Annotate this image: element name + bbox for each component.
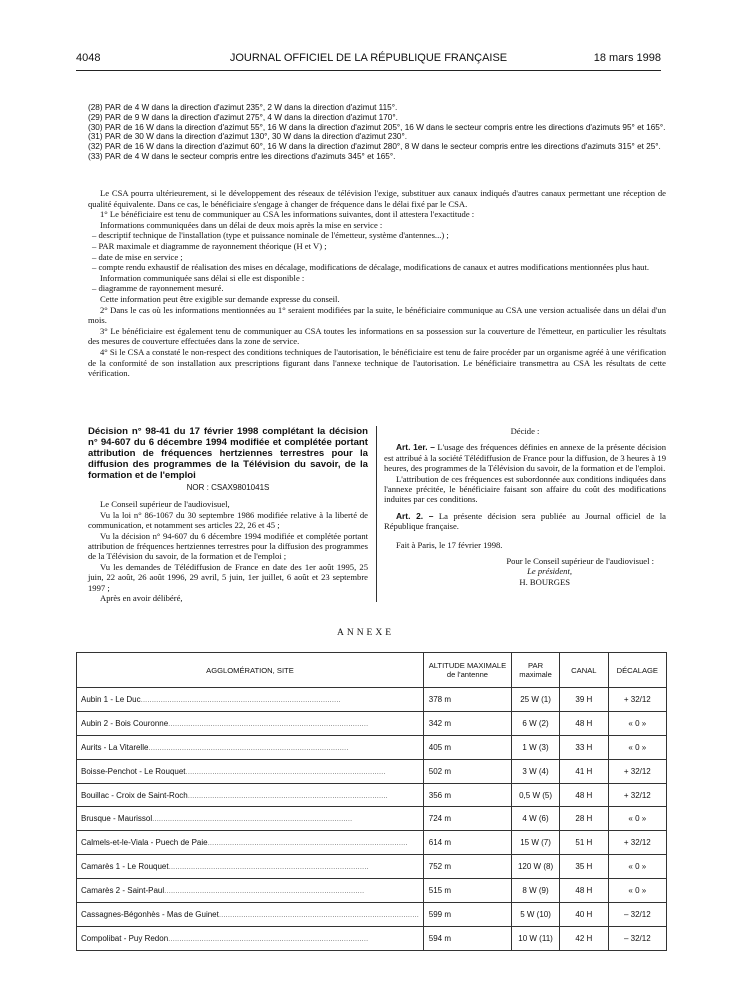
cell-canal: 39 H (560, 688, 609, 712)
par-note: (33) PAR de 4 W dans le secteur compris entre les directions d'azimuts 345° et 165°. (88, 151, 396, 161)
cell-decalage: « 0 » (608, 711, 666, 735)
cell-site: Aubin 2 - Bois Couronne.......................................................................................... (77, 711, 424, 735)
list-item: – descriptif technique de l'installation (type et puissance nominale de l'émetteur, système d'antennes...) ; (92, 230, 449, 241)
cell-par: 0,5 W (5) (512, 783, 560, 807)
decision-left-column (88, 426, 368, 603)
cell-site: Camarès 2 - Saint-Paul.......................................................................................... (77, 879, 424, 903)
decide-heading: Décide : (510, 426, 540, 436)
par-note: (30) PAR de 16 W dans la direction d'azimut 55°, 16 W dans la direction d'azimut 205°, 16 W dans le secteur compris entre les directions d'azimuts 95° et 165°. (88, 122, 666, 132)
cell-canal: 41 H (560, 759, 609, 783)
cell-altitude: 405 m (423, 735, 511, 759)
cell-canal: 51 H (560, 831, 609, 855)
signature-title: Le président, (527, 566, 572, 577)
paragraph: L'attribution de ces fréquences est subordonnée aux conditions indiquées dans l'annexe précitée, le bénéficiaire faisant son affaire du coût des modifications induites par ces conditions. (384, 473, 666, 505)
cell-par: 4 W (6) (512, 807, 560, 831)
paragraph: 3° Le bénéficiaire est également tenu de communiquer au CSA toutes les informations en sa possession sur la couverture de l'émetteur, en particulier les résultats des mesures de couverture effectuées dans la zone de service. (88, 325, 666, 347)
col-header-altitude: ALTITUDE MAXIMALE de l'antenne (423, 653, 511, 688)
signature-name: H. BOURGES (519, 576, 570, 587)
header-rule (76, 70, 661, 71)
paragraph: Le CSA pourra ultérieurement, si le développement des réseaux de télévision l'exige, substituer aux canaux indiqués d'autres canaux permettant une réception de qualité équivalente. Dans ce cas, le bénéficiaire s'engage à changer de fréquence dans le délai fixé par le CSA. (88, 188, 666, 209)
cell-canal: 42 H (560, 926, 609, 950)
cell-canal: 48 H (560, 879, 609, 903)
cell-site: Brusque - Maurissol.......................................................................................... (77, 807, 424, 831)
paragraph: 1° Le bénéficiaire est tenu de communiquer au CSA les informations suivantes, dont il attestera l'exactitude : (100, 209, 475, 220)
cell-site: Aurits - La Vitarelle.......................................................................................... (77, 735, 424, 759)
article-2 (384, 511, 666, 532)
par-note: (32) PAR de 16 W dans la direction d'azimut 60°, 16 W dans la direction d'azimut 280°, 8 W dans le secteur compris entre les directions d'azimuts 315° et 25°. (88, 142, 661, 152)
cell-site: Cassagnes-Bégonhès - Mas de Guinet.......................................................................................... (77, 903, 424, 927)
cell-par: 5 W (10) (512, 903, 560, 927)
nor-reference: NOR : CSAX9801041S (186, 483, 270, 492)
cell-par: 3 W (4) (512, 759, 560, 783)
leader-dots: .......................................................................................... (148, 742, 349, 752)
cell-par: 120 W (8) (512, 855, 560, 879)
table-row (77, 711, 667, 735)
leader-dots: .......................................................................................... (140, 694, 341, 704)
cell-decalage: « 0 » (608, 807, 666, 831)
list-item: – date de mise en service ; (92, 251, 183, 262)
cell-altitude: 342 m (423, 711, 511, 735)
cell-decalage: « 0 » (608, 735, 666, 759)
paragraph: 4° Si le CSA a constaté le non-respect des conditions techniques de l'autorisation, le bénéficiaire est tenu de faire procéder par un organisme agréé à une vérification de la conformité de son installation aux prescriptions figurant dans l'annexe technique de l'autorisation. Le bénéficiaire transmettra au CSA les résultats de cette vérification. (88, 346, 666, 379)
decision-right-column (384, 426, 666, 587)
cell-altitude: 599 m (423, 903, 511, 927)
col-header-par: PAR maximale (512, 653, 560, 688)
leader-dots: .......................................................................................... (168, 862, 369, 872)
article-1-label: Art. 1er. – (396, 442, 435, 453)
paragraph: Le Conseil supérieur de l'audiovisuel, (100, 499, 230, 510)
list-item: – compte rendu exhaustif de réalisation des mises en décalage, modifications de décalage, modifications de canaux et autres modifications mentionnées plus haut. (92, 262, 649, 273)
table-row (77, 879, 667, 903)
article-1 (384, 442, 666, 473)
paragraph: Informations communiquées dans un délai de deux mois après la mise en service : (100, 219, 383, 230)
par-note: (29) PAR de 9 W dans la direction d'azimut 275°, 4 W dans la direction d'azimut 170°. (88, 112, 398, 122)
table-row (77, 759, 667, 783)
article-2-label: Art. 2. – (396, 510, 434, 521)
cell-site: Calmels-et-le-Viala - Puech de Paie.......................................................................................... (77, 831, 424, 855)
cell-altitude: 356 m (423, 783, 511, 807)
paragraph: Vu la loi n° 86-1067 du 30 septembre 1986 modifiée relative à la liberté de communication, et notamment ses articles 22, 26 et 45 ; (88, 509, 368, 531)
paragraph: 2° Dans le cas où les informations mentionnées au 1° seraient modifiées par la suite, le bénéficiaire communique au CSA une version actualisée dans un délai d'un mois. (88, 304, 666, 326)
cell-par: 15 W (7) (512, 831, 560, 855)
list-item: – diagramme de rayonnement mesuré. (92, 283, 224, 294)
column-divider (376, 426, 377, 602)
cell-canal: 33 H (560, 735, 609, 759)
cell-altitude: 614 m (423, 831, 511, 855)
cell-decalage: « 0 » (608, 879, 666, 903)
technical-conditions-text (88, 188, 666, 379)
cell-altitude: 724 m (423, 807, 511, 831)
place-date: Fait à Paris, le 17 février 1998. (396, 539, 503, 550)
cell-par: 1 W (3) (512, 735, 560, 759)
table-header-row (77, 653, 667, 688)
article-1-text: L'usage des fréquences définies en annexe de la présente décision est attribué à la société Télédiffusion de France pour la diffusion, de 3 heures à 19 heures, des programmes de la Télévision du savoir, de la formation et de l'emploi. (384, 442, 666, 474)
leader-dots: .......................................................................................... (185, 766, 386, 776)
cell-decalage: – 32/12 (608, 903, 666, 927)
paragraph: Après en avoir délibéré, (100, 593, 183, 604)
cell-altitude: 515 m (423, 879, 511, 903)
journal-title: JOURNAL OFFICIEL DE LA RÉPUBLIQUE FRANÇAISE (229, 52, 508, 64)
leader-dots: .......................................................................................... (168, 933, 369, 943)
leader-dots: .......................................................................................... (207, 838, 408, 848)
cell-decalage: « 0 » (608, 855, 666, 879)
decision-title: Décision n° 98-41 du 17 février 1998 complétant la décision n° 94-607 du 6 décembre 1994 modifiée et complétée portant attribution de fréquences hertziennes terrestres pour la diffusion des programmes de la Télévision du savoir, de la formation et de l'emploi (88, 426, 368, 481)
cell-canal: 35 H (560, 855, 609, 879)
col-header-decalage: DÉCALAGE (608, 653, 666, 688)
cell-site: Bouillac - Croix de Saint-Roch.......................................................................................... (77, 783, 424, 807)
cell-decalage: + 32/12 (608, 759, 666, 783)
cell-par: 8 W (9) (512, 879, 560, 903)
paragraph: Cette information peut être exigible sur demande expresse du conseil. (100, 293, 340, 304)
cell-decalage: + 32/12 (608, 783, 666, 807)
page-header (76, 52, 661, 68)
cell-altitude: 378 m (423, 688, 511, 712)
paragraph: Information communiquée sans délai si elle est disponible : (100, 272, 305, 283)
cell-site: Boisse-Penchot - Le Rouquet.......................................................................................... (77, 759, 424, 783)
cell-par: 10 W (11) (512, 926, 560, 950)
cell-site: Compolibat - Puy Redon.......................................................................................... (77, 926, 424, 950)
table-row (77, 926, 667, 950)
par-note: (31) PAR de 30 W dans la direction d'azimut 130°, 30 W dans la direction d'azimut 230°. (88, 132, 407, 142)
cell-par: 25 W (1) (512, 688, 560, 712)
leader-dots: .......................................................................................... (168, 718, 369, 728)
table-row (77, 903, 667, 927)
leader-dots: .......................................................................................... (152, 814, 353, 824)
table-row (77, 783, 667, 807)
cell-altitude: 594 m (423, 926, 511, 950)
cell-site: Camarès 1 - Le Rouquet.......................................................................................... (77, 855, 424, 879)
paragraph: Vu la décision n° 94-607 du 6 décembre 1994 modifiée et complétée portant attribution de fréquences hertziennes terrestres pour la diffusion des programmes de la Télévision du savoir, de la formation et de l'emploi ; (88, 530, 368, 562)
paragraph: Vu les demandes de Télédiffusion de France en date des 1er août 1995, 25 juin, 22 août, 26 août 1996, 29 avril, 5 juin, 1er juillet, 6 août et 23 septembre 1997 ; (88, 561, 368, 593)
cell-canal: 28 H (560, 807, 609, 831)
cell-canal: 48 H (560, 711, 609, 735)
par-note: (28) PAR de 4 W dans la direction d'azimut 235°, 2 W dans la direction d'azimut 115°. (88, 103, 398, 112)
table-row (77, 688, 667, 712)
signature-line: Pour le Conseil supérieur de l'audiovisuel : (506, 556, 654, 567)
page-number: 4048 (76, 52, 101, 64)
cell-site: Aubin 1 - Le Duc.......................................................................................... (77, 688, 424, 712)
col-header-canal: CANAL (560, 653, 609, 688)
table-row (77, 831, 667, 855)
cell-decalage: – 32/12 (608, 926, 666, 950)
article-2-text: La présente décision sera publiée au Journal officiel de la République française. (384, 510, 666, 532)
list-item: – PAR maximale et diagramme de rayonnement théorique (H et V) ; (92, 240, 327, 251)
leader-dots: .......................................................................................... (187, 790, 388, 800)
cell-altitude: 502 m (423, 759, 511, 783)
leader-dots: .......................................................................................... (164, 886, 365, 896)
cell-par: 6 W (2) (512, 711, 560, 735)
issue-date: 18 mars 1998 (593, 52, 661, 64)
cell-decalage: + 32/12 (608, 831, 666, 855)
table-row (77, 807, 667, 831)
par-notes-list (88, 103, 666, 162)
col-header-site: AGGLOMÉRATION, SITE (77, 653, 424, 688)
annex-table (76, 652, 667, 951)
cell-canal: 48 H (560, 783, 609, 807)
table-row (77, 735, 667, 759)
table-row (77, 855, 667, 879)
cell-canal: 40 H (560, 903, 609, 927)
cell-altitude: 752 m (423, 855, 511, 879)
leader-dots: .......................................................................................... (218, 909, 419, 919)
annexe-heading: ANNEXE (336, 628, 395, 638)
cell-decalage: + 32/12 (608, 688, 666, 712)
